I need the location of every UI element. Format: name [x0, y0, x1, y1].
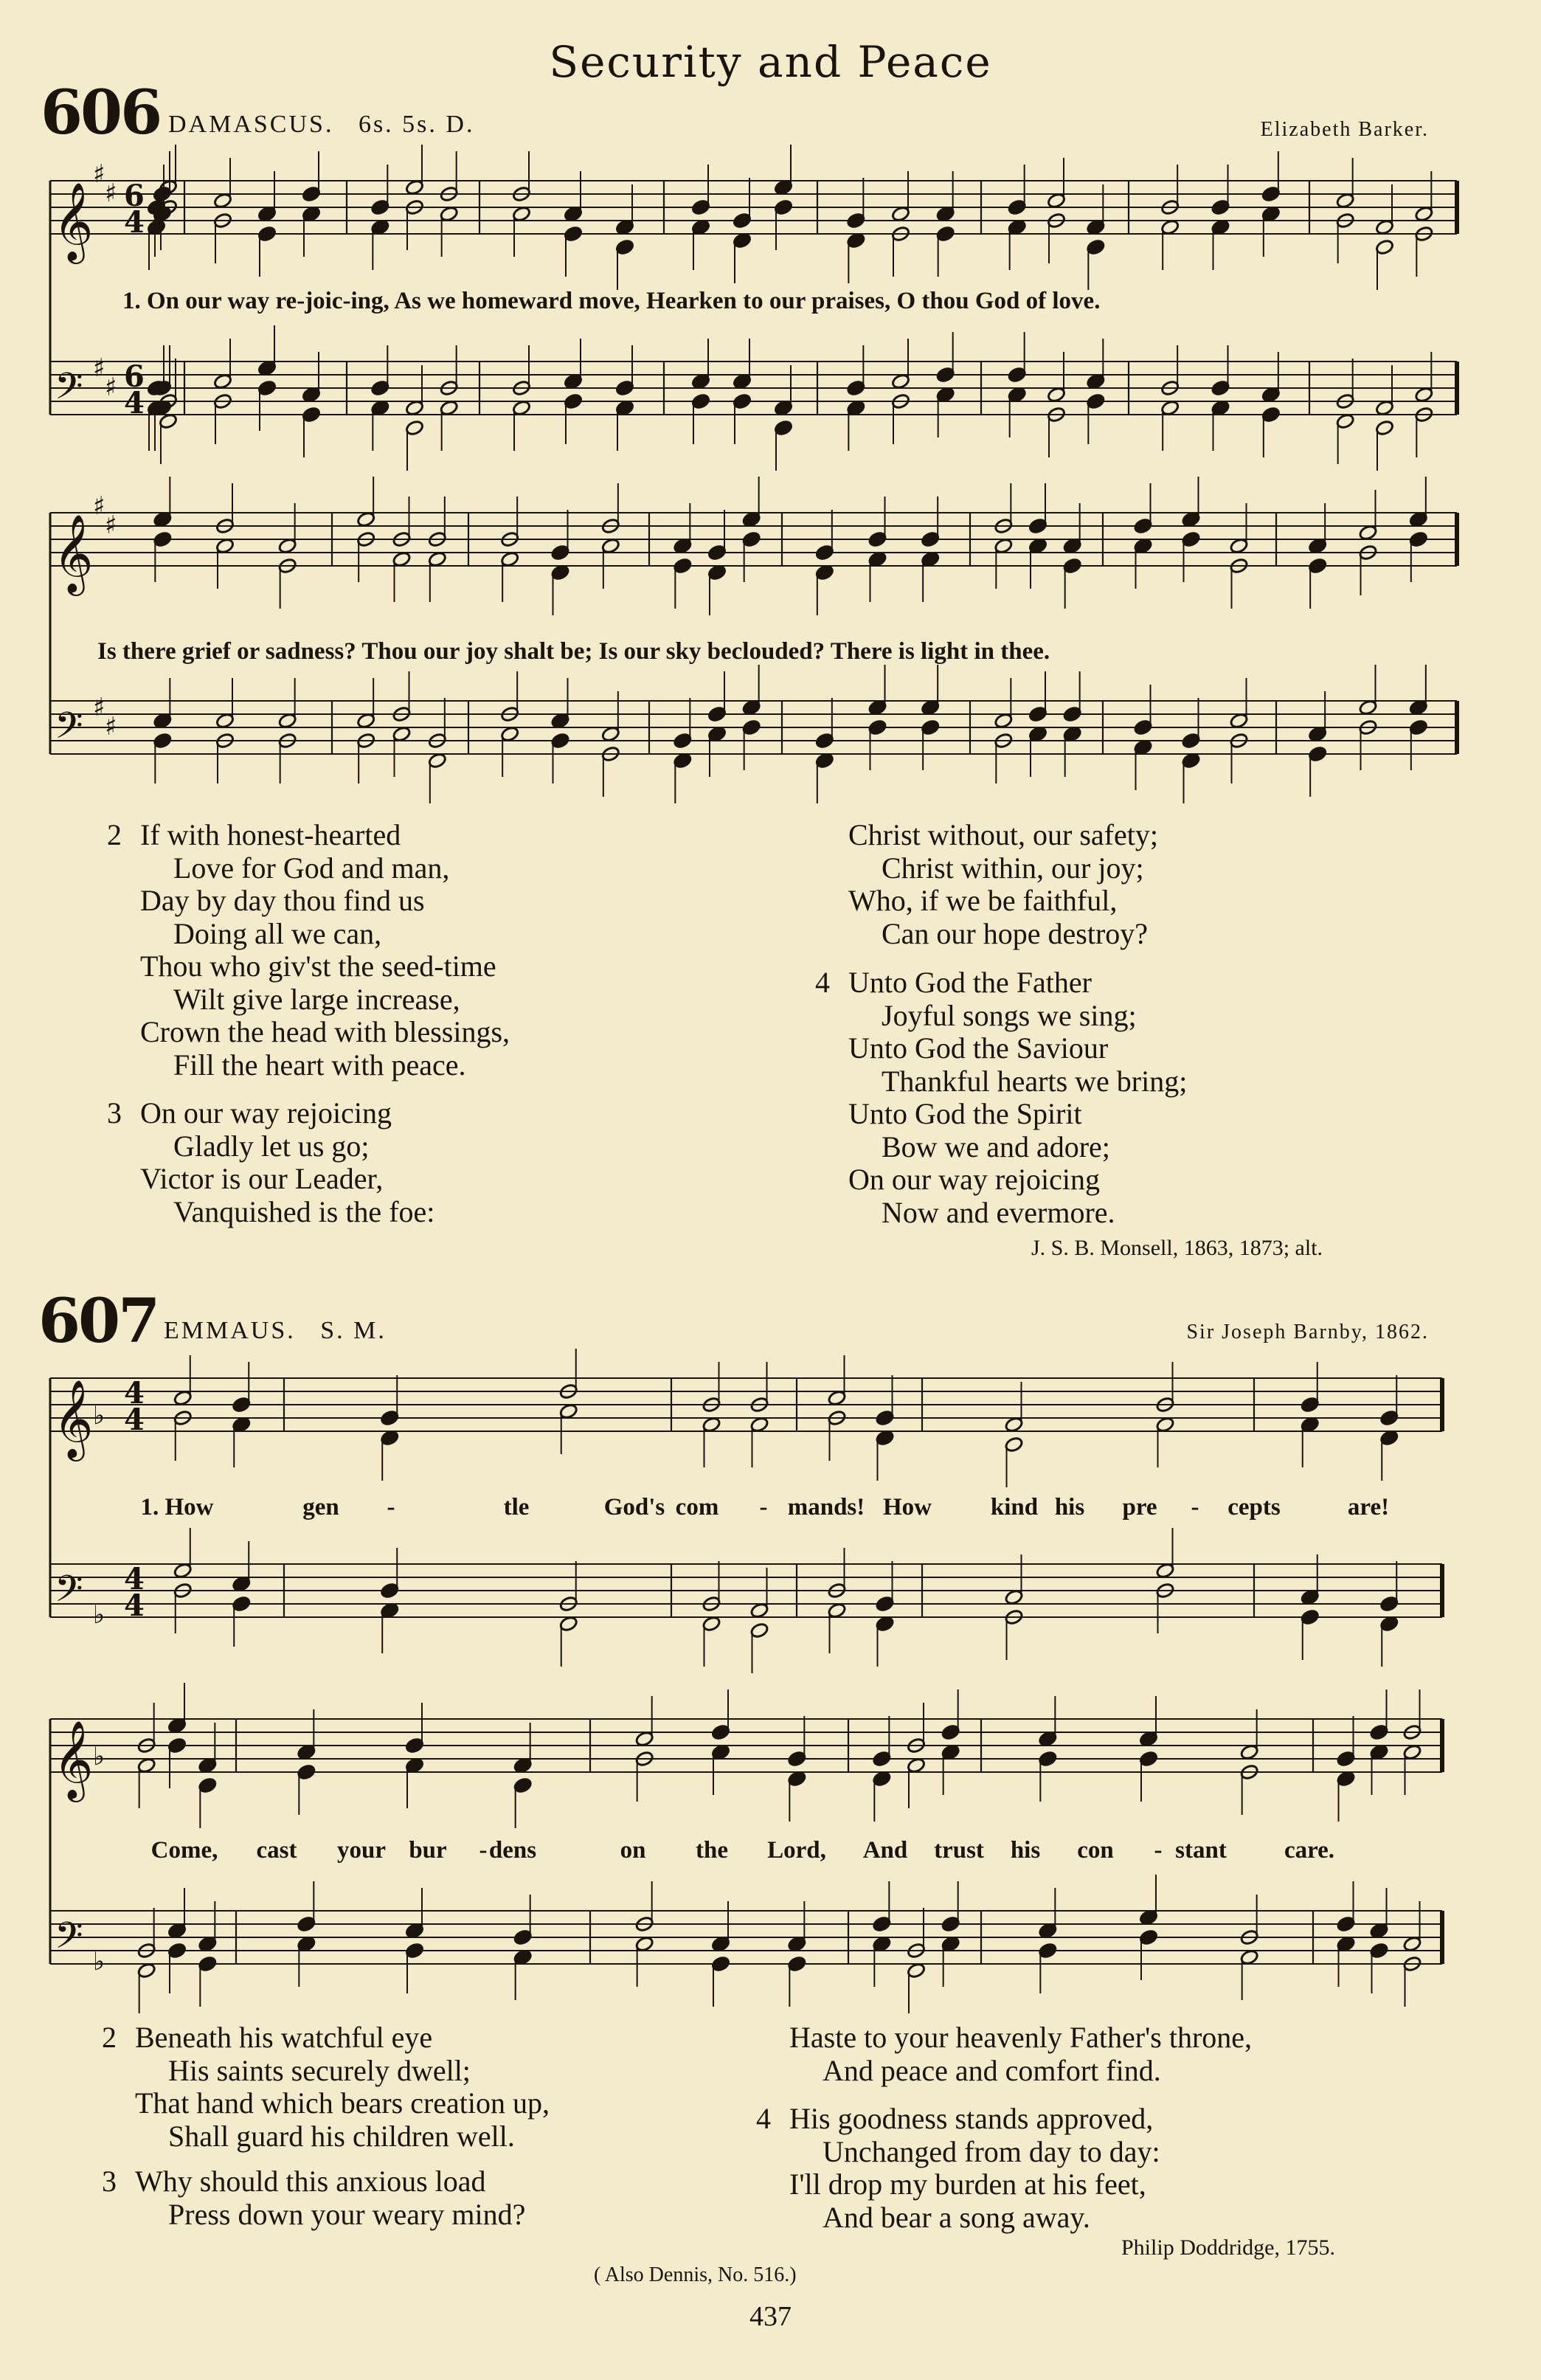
lyric-syllable: bur [409, 1837, 447, 1864]
stanza-line: Thou who giv'st the seed-time [140, 949, 496, 983]
hymn-number-606: 606 [41, 77, 161, 148]
stanza-606-2 [107, 819, 510, 1082]
stanza-line: Unto God the Father [848, 966, 1092, 999]
stanza-line: On our way rejoicing [848, 1163, 1101, 1196]
lyric-syllable: mands! [787, 1494, 865, 1521]
stanza-line: Beneath his watchful eye [135, 2021, 433, 2054]
lyric-syllable: - [479, 1837, 488, 1864]
stanza-line: Vanquished is the foe: [173, 1194, 435, 1228]
stanza-line: Fill the heart with peace. [173, 1048, 466, 1082]
time-signature-top: 6 [124, 179, 145, 213]
lyric-syllable: cepts [1227, 1494, 1281, 1521]
stanza-line: And bear a song away. [823, 2200, 1090, 2234]
tune-name-607 [164, 1317, 387, 1345]
hymn-number-607: 607 [38, 1286, 159, 1357]
lyric-line-606-1: 1. On our way re-joic-ing, As we homeward move, Hearken to our praises, O thou God of love. [122, 288, 1101, 314]
bass-clef-icon: 𝄢 [55, 365, 83, 417]
lyric-syllable: your [337, 1837, 386, 1864]
key-signature-icon: ♭ [93, 1947, 105, 1976]
lyric-syllable: gen [302, 1494, 339, 1521]
section-title: Security and Peace [549, 37, 992, 87]
time-signature-top: 4 [124, 1562, 145, 1597]
key-signature-icon: ♭ [93, 1600, 105, 1630]
lyric-syllable: dens [488, 1837, 537, 1864]
stanza-line: Joyful songs we sing; [882, 998, 1137, 1032]
stanza-line: And peace and comfort find. [823, 2053, 1161, 2087]
lyric-syllable: - [759, 1494, 768, 1521]
bass-clef-icon: 𝄢 [55, 1914, 83, 1966]
lyric-syllable: com [675, 1494, 719, 1521]
lyric-syllable: on [620, 1837, 646, 1864]
lyric-syllable: cast [256, 1837, 297, 1864]
treble-clef-icon: 𝄞 [53, 513, 94, 592]
treble-clef-icon: 𝄞 [53, 1379, 94, 1458]
stanza-line: Day by day thou find us [140, 884, 425, 917]
lyric-syllable: trust [934, 1837, 984, 1864]
attribution-606: J. S. B. Monsell, 1863, 1873; alt. [1031, 1236, 1323, 1260]
stanza-line: Unto God the Spirit [848, 1097, 1082, 1130]
attribution-607: Philip Doddridge, 1755. [1121, 2235, 1335, 2260]
key-signature-icon: ♭ [93, 1742, 105, 1771]
stanza-number: 3 [107, 1096, 122, 1130]
stanza-number: 3 [102, 2165, 117, 2198]
key-signature-icon: ♯ [93, 159, 105, 189]
stanza-line: Can our hope destroy? [882, 916, 1149, 950]
tune-meter: 6s. 5s. D. [358, 111, 475, 138]
stanza-line: Crown the head with blessings, [140, 1015, 510, 1048]
key-signature-icon: ♯ [93, 353, 105, 383]
footnote: ( Also Dennis, No. 516.) [594, 2263, 797, 2286]
stanza-line: Thankful hearts we bring; [882, 1064, 1188, 1098]
treble-clef-icon: 𝄞 [53, 1720, 94, 1799]
lyric-syllable: pre [1122, 1494, 1157, 1521]
tune-name: EMMAUS. [164, 1317, 296, 1344]
lyric-syllable: God's [603, 1494, 665, 1521]
stanza-line: Love for God and man, [173, 851, 450, 885]
lyric-syllable: - [1191, 1494, 1199, 1521]
lyric-syllable: stant [1175, 1837, 1227, 1864]
lyric-syllable: are! [1347, 1494, 1390, 1521]
lyric-line-607-2 [0, 1837, 1541, 1867]
lyric-syllable: care. [1284, 1837, 1335, 1864]
stanza-606-3-continued [848, 819, 1158, 950]
stanza-line: Unto God the Saviour [848, 1031, 1109, 1065]
bass-clef-icon: 𝄢 [55, 705, 83, 756]
stanza-line: His goodness stands approved, [789, 2102, 1154, 2135]
stanza-line: Haste to your heavenly Father's throne, [789, 2021, 1253, 2054]
stanza-number: 4 [756, 2102, 771, 2135]
lyric-syllable: - [1154, 1837, 1163, 1864]
stanza-line: That hand which bears creation up, [135, 2086, 550, 2120]
time-signature-bottom: 4 [124, 1402, 145, 1437]
stanza-607-4 [756, 2103, 1160, 2234]
tune-meter: S. M. [320, 1317, 387, 1344]
lyric-syllable: And [862, 1837, 908, 1864]
lyric-line-606-2: Is there grief or sadness? Thou our joy shalt be; Is our sky beclouded? There is light in thee. [97, 638, 1050, 665]
stanza-line: Why should this anxious load [135, 2165, 486, 2198]
stanza-line: Bow we and adore; [882, 1130, 1110, 1163]
lyric-syllable: - [387, 1494, 395, 1521]
key-signature-icon: ♯ [105, 511, 117, 540]
key-signature-icon: ♭ [93, 1401, 105, 1431]
time-signature-top: 6 [124, 359, 145, 394]
stanza-line: On our way rejoicing [140, 1096, 392, 1130]
composer-607: Sir Joseph Barnby, 1862. [1186, 1321, 1429, 1343]
key-signature-icon: ♯ [105, 712, 117, 741]
stanza-number: 2 [102, 2021, 117, 2054]
stanza-line: Press down your weary mind? [168, 2197, 526, 2231]
stanza-line: His saints securely dwell; [168, 2053, 471, 2087]
time-signature-bottom: 4 [124, 386, 145, 421]
lyric-syllable: Lord, [767, 1837, 826, 1864]
stanza-line: Doing all we can, [173, 916, 382, 950]
lyric-syllable: tle [503, 1494, 530, 1521]
page-number: 437 [749, 2301, 792, 2332]
lyric-syllable: How [883, 1494, 932, 1521]
stanza-line: Victor is our Leader, [140, 1162, 384, 1195]
key-signature-icon: ♯ [93, 491, 105, 521]
stanza-line: Christ within, our joy; [882, 851, 1144, 885]
stanza-607-2 [102, 2021, 550, 2153]
tune-name: DAMASCUS. [168, 111, 334, 138]
lyric-syllable: con [1077, 1837, 1114, 1864]
lyric-syllable: 1. How [140, 1494, 214, 1521]
time-signature-bottom: 4 [124, 1588, 145, 1623]
key-signature-icon: ♯ [105, 179, 117, 208]
stanza-607-3-continued [789, 2021, 1252, 2087]
stanza-number: 4 [815, 966, 830, 999]
bass-clef-icon: 𝄢 [55, 1568, 83, 1619]
stanza-line: If with honest-hearted [140, 818, 401, 851]
lyric-syllable: his [1010, 1837, 1041, 1864]
treble-clef-icon: 𝄞 [53, 181, 94, 260]
stanza-line: Gladly let us go; [173, 1129, 370, 1163]
time-signature-top: 4 [124, 1376, 145, 1411]
stanza-line: Who, if we be faithful, [848, 884, 1118, 917]
stanza-line: Wilt give large increase, [173, 982, 460, 1016]
composer-606: Elizabeth Barker. [1260, 118, 1429, 141]
lyric-line-607-1 [0, 1494, 1541, 1523]
stanza-line: Christ without, our safety; [848, 818, 1158, 851]
stanza-line: Shall guard his children well. [168, 2119, 515, 2153]
stanza-607-3 [102, 2165, 525, 2231]
key-signature-icon: ♯ [93, 693, 105, 722]
stanza-606-4 [815, 966, 1187, 1229]
lyric-syllable: Come, [150, 1837, 218, 1864]
key-signature-icon: ♯ [105, 373, 117, 402]
lyric-syllable: the [696, 1837, 728, 1864]
stanza-line: Now and evermore. [882, 1195, 1115, 1229]
stanza-606-3 [107, 1097, 434, 1228]
stanza-line: I'll drop my burden at his feet, [789, 2168, 1146, 2201]
lyric-syllable: kind [990, 1494, 1039, 1521]
lyric-syllable: his [1054, 1494, 1085, 1521]
time-signature-bottom: 4 [124, 205, 145, 240]
stanza-number: 2 [107, 818, 122, 851]
stanza-line: Unchanged from day to day: [823, 2134, 1160, 2168]
